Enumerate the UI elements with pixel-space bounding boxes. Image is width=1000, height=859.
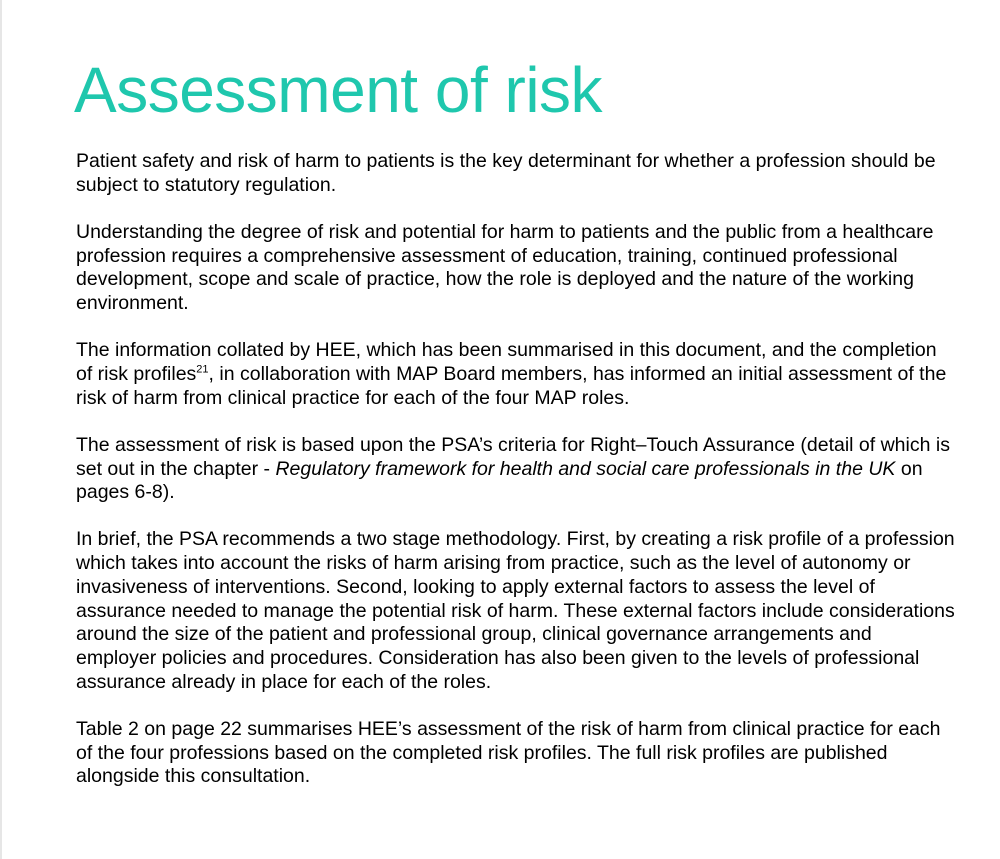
paragraph-information-collated: [76, 339, 956, 410]
document-body: [76, 150, 956, 812]
paragraph-understanding-risk: Understanding the degree of risk and potential for harm to patients and the public from a healthcare profession requires a comprehensive assessment of education, training, continued professional development, scope and scale of practice, how the role is deployed and the nature of the working environment.: [76, 220, 934, 315]
paragraph-text: , in collaboration with MAP Board members, has informed an initial assessment of the risk of harm from clinical practice for each of the four MAP roles.: [76, 362, 947, 409]
paragraph-text: The assessment of risk is based upon the PSA’s criteria for Right–Touch Assurance (detail of which is set out in the chapter -: [76, 433, 950, 480]
paragraph-patient-safety: Patient safety and risk of harm to patients is the key determinant for whether a profession should be subject to statutory regulation.: [76, 150, 936, 196]
paragraph-text: on pages 6-8).: [76, 457, 923, 504]
paragraph-table-summary: Table 2 on page 22 summarises HEE’s assessment of the risk of harm from clinical practice for each of the four professions based on the completed risk profiles. The full risk profiles are published alongside this consultation.: [76, 717, 941, 788]
paragraph-psa-methodology: In brief, the PSA recommends a two stage methodology. First, by creating a risk profile of a profession which takes into account the risks of harm arising from practice, such as the level of autonomy or invasiveness of interventions. Second, looking to apply external factors to assess the level of assurance needed to manage the potential risk of harm. These external factors include considerations around the size of the patient and professional group, clinical governance arrangements and employer policies and procedures. Consideration has also been given to the levels of professional assurance already in place for each of the roles.: [76, 528, 955, 693]
footnote-reference[interactable]: 21: [196, 363, 209, 376]
chapter-reference: Regulatory framework for health and social care professionals in the UK: [275, 457, 896, 480]
paragraph-assessment-basis: [76, 434, 956, 505]
paragraph-text: The information collated by HEE, which has been summarised in this document, and the completion of risk profiles: [76, 339, 937, 385]
page-title: Assessment of risk: [74, 54, 603, 126]
